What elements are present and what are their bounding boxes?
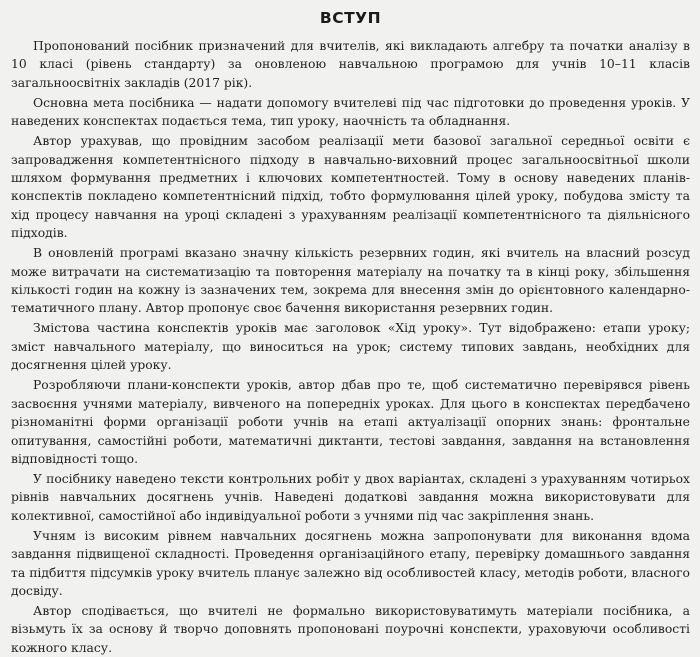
paragraph-competence-approach: Автор урахував, що провідним засобом реалізації мети базової загальної середньої освіти є запровадження компетентнісного підходу в навчально-виховний процес загальноосвітньої школи шляхом формування предметних і ключових компетентностей. Тому в основу наведених планів-конспектів покладено компетентнісний підхід, тобто формулювання цілей уроку, побудова змісту та хід процесу навчання на уроці складені з урахуванням реалізації компетентнісного та діяльнісного підходів. <box>11 134 690 241</box>
paragraph-reserve-hours: В оновленій програмі вказано значну кількість резервних годин, які вчитель на власний розсуд може витрачати на систематизацію та повторення матеріалу на початку та в кінці року, збільшення кількості годин на кожну із зазначених тем, зокрема для внесення змін до орієнтовного календарно-тематичного плану. Автор пропонує своє бачення використання резервних годин. <box>11 246 690 316</box>
paragraph-purpose: Пропонований посібник призначений для вчителів, які викладають алгебру та початки аналізу в 10 класі (рівень стандарту) за оновленою навчальною програмою для учнів 10–11 класів загальноосвітніх закладів (2017 рік). <box>11 39 690 90</box>
paragraph-author-hope: Автор сподівається, що вчителі не формально використовуватимуть матеріали посібника, а візьмуть їх за основу й творчо доповнять пропоновані поурочні конспекти, ураховуючи особливості кожного класу. <box>11 603 690 655</box>
paragraph-main-goal: Основна мета посібника — надати допомогу вчителеві під час підготовки до проведення уроків. У наведених конспектах подається тема, тип уроку, наочність та обладнання. <box>11 95 690 129</box>
paragraph-tests: У посібнику наведено тексти контрольних робіт у двох варіантах, складені з урахуванням чотирьох рівнів навчальних досягнень учнів. Наведені додаткові завдання можна використовувати для колективної, самостійної або індивідуальної роботи з учнями під час закріплення знань. <box>11 471 690 523</box>
document-body <box>11 37 690 657</box>
paragraph-advanced-students: Учням із високим рівнем навчальних досягнень можна запропонувати для виконання вдома завдання підвищеної складності. Проведення організаційного етапу, перевірку домашнього завдання та підбиття підсумків уроку вчитель планує залежно від особливостей класу, методів роботи, власного досвіду. <box>11 528 690 598</box>
page-title: ВСТУП <box>319 9 382 27</box>
paragraph-lesson-structure: Змістова частина конспектів уроків має заголовок «Хід уроку». Тут відображено: етапи уроку; зміст навчального матеріалу, що виноситься на урок; систему типових завдань, необхідних для досягнення цілей уроку. <box>11 321 690 373</box>
paragraph-knowledge-check: Розробляючи плани-конспекти уроків, автор дбав про те, щоб систематично перевірявся рівень засвоєння учнями матеріалу, вивченого на попередніх уроках. Для цього в конспектах передбачено різноманітні форми організації роботи учнів на етапі актуалізації опорних знань: фронтальне опитування, самостійні роботи, математичні диктанти, тестові завдання, завдання на встановлення відповідності тощо. <box>11 378 690 466</box>
